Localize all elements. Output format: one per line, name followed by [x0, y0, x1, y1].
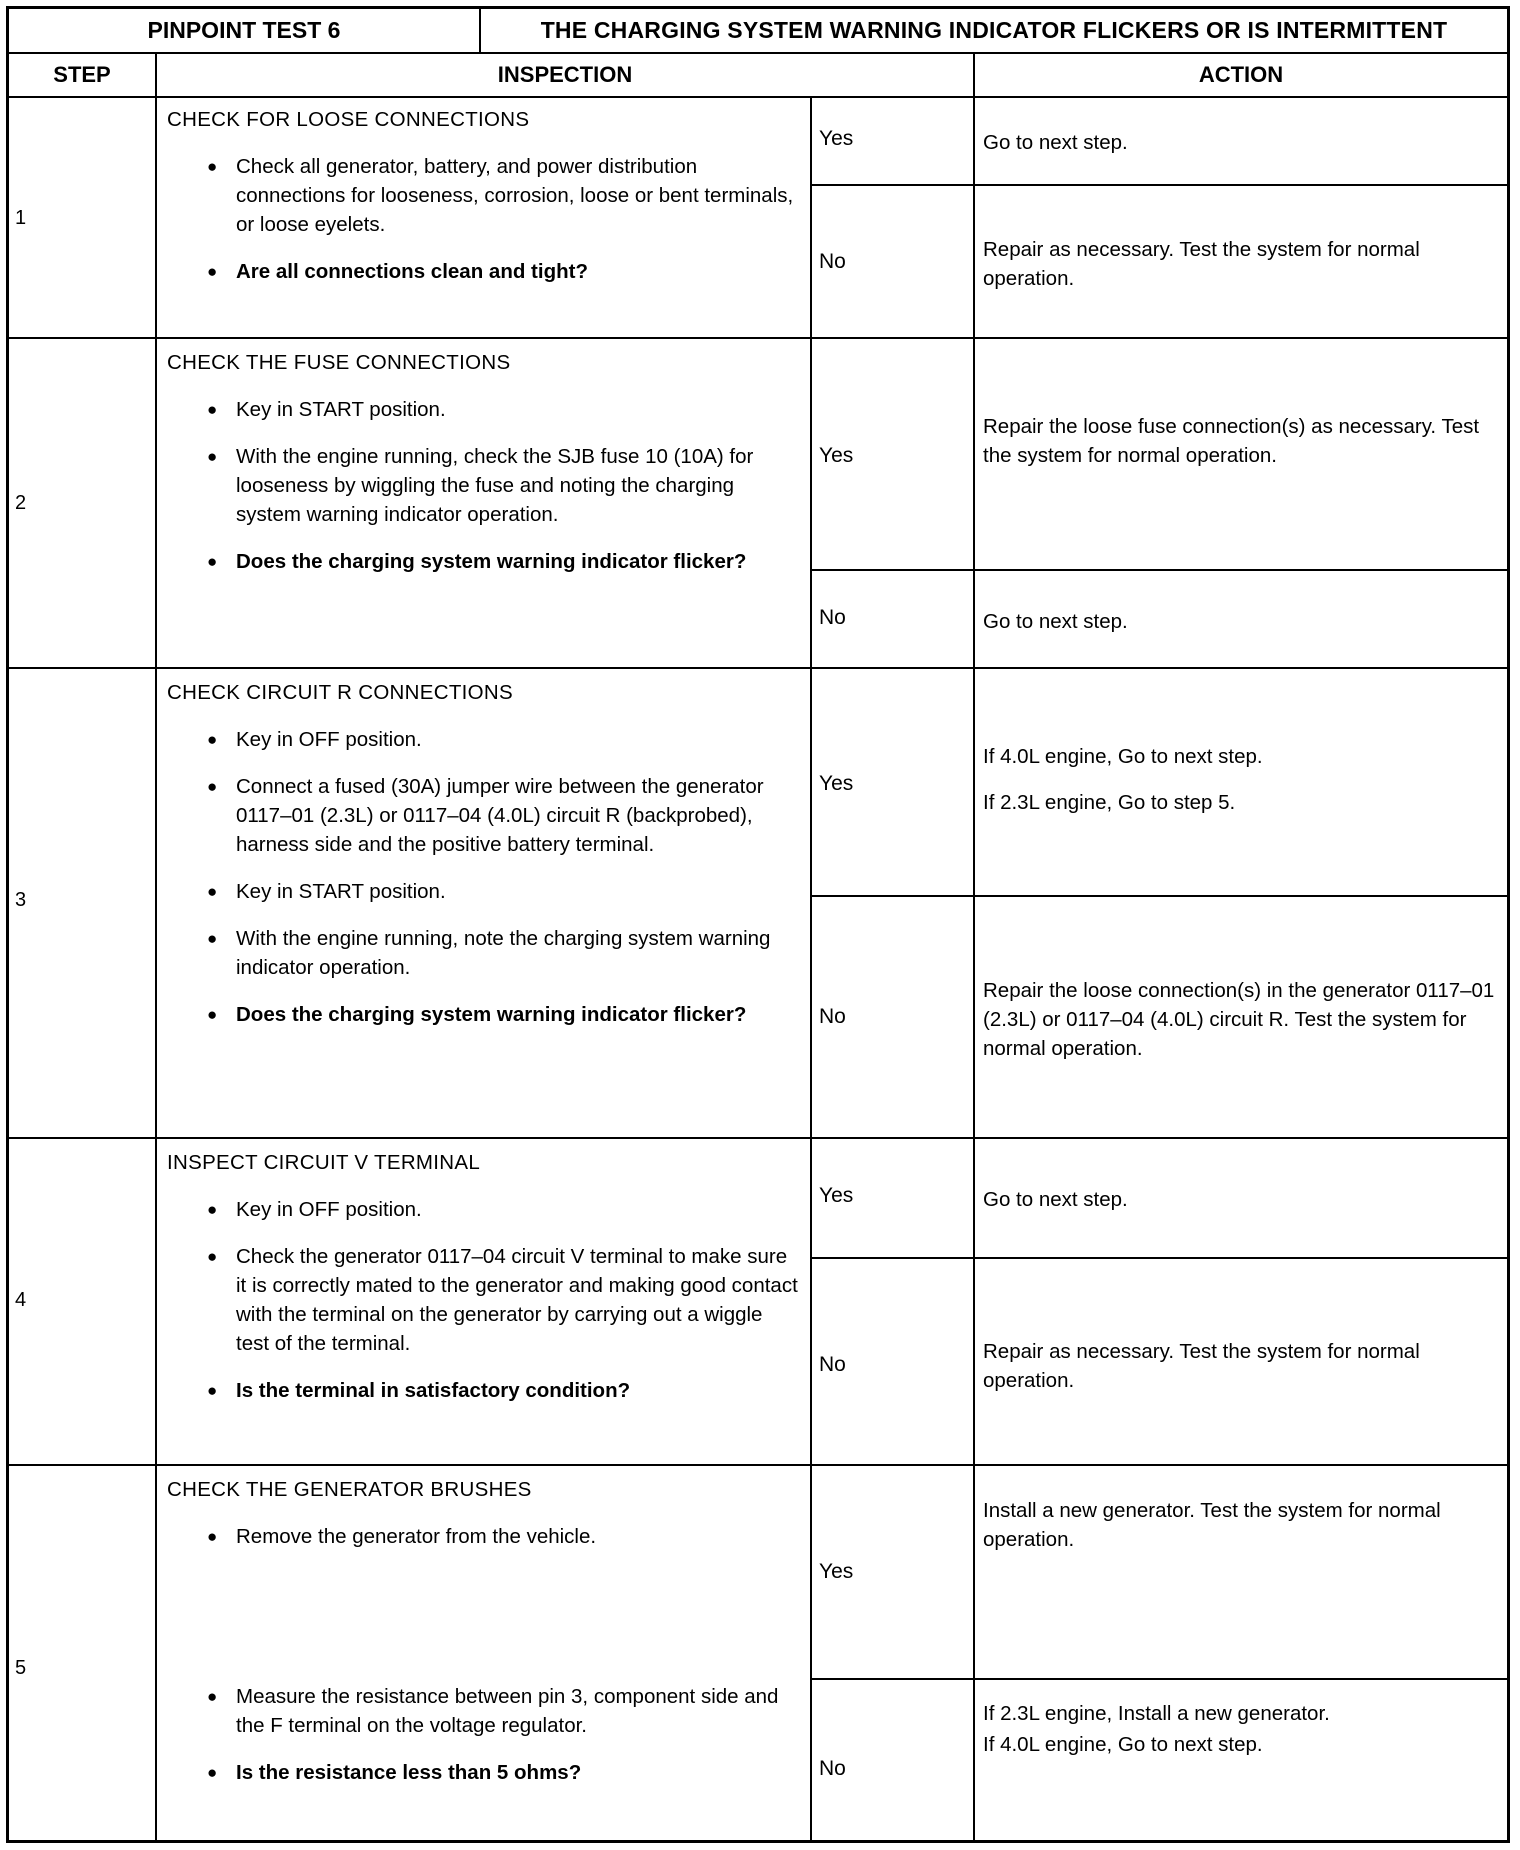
step-inspection — [161, 99, 801, 286]
yes-no-divider — [810, 895, 1507, 897]
step-inspection — [161, 342, 801, 576]
no-action — [983, 607, 1503, 636]
header-step: STEP — [9, 54, 157, 96]
step-inspection — [161, 1142, 801, 1405]
yes-label: Yes — [819, 127, 854, 150]
action-text: If 4.0L engine, Go to next step. — [983, 1733, 1263, 1756]
no-action — [983, 235, 1503, 293]
inspection-bullet: ● Key in OFF position. — [161, 1195, 801, 1224]
action-text: Repair as necessary. Test the system for normal operation. — [983, 238, 1420, 290]
yes-label: Yes — [819, 444, 854, 467]
step-number: 5 — [15, 1657, 27, 1679]
step-caption: INSPECT CIRCUIT V TERMINAL — [167, 1151, 481, 1174]
column-divider — [155, 96, 157, 1840]
inspection-bullet: ● Measure the resistance between pin 3, component side and the F terminal on the voltage regulator. — [161, 1682, 801, 1740]
yes-action — [983, 1496, 1503, 1554]
no-action — [983, 1699, 1503, 1759]
inspection-bullet: ● Key in OFF position. — [161, 725, 801, 754]
yes-action — [983, 1185, 1503, 1214]
header-inspection: INSPECTION — [157, 54, 975, 96]
inspection-bullet: ● Key in START position. — [161, 877, 801, 906]
yes-action — [983, 412, 1503, 470]
step-number: 1 — [15, 207, 27, 229]
header-action: ACTION — [1198, 62, 1284, 87]
step-inspection — [161, 1469, 801, 1787]
action-text: If 2.3L engine, Go to step 5. — [983, 791, 1236, 814]
yes-no-divider — [810, 184, 1507, 186]
step-caption: CHECK FOR LOOSE CONNECTIONS — [167, 108, 530, 131]
test-title: THE CHARGING SYSTEM WARNING INDICATOR FLICKERS OR IS INTERMITTENT — [540, 17, 1448, 43]
no-action — [983, 976, 1503, 1063]
test-number: PINPOINT TEST 6 — [9, 9, 481, 52]
inspection-question: ● Does the charging system warning indicator flicker? — [161, 547, 801, 576]
action-text: Go to next step. — [983, 610, 1128, 633]
pinpoint-test-table — [6, 6, 1510, 1843]
inspection-bullet: ● Key in START position. — [161, 395, 801, 424]
no-label: No — [819, 250, 846, 273]
column-divider — [973, 96, 975, 1840]
inspection-bullet: ● With the engine running, note the charging system warning indicator operation. — [161, 924, 801, 982]
yes-no-divider — [810, 569, 1507, 571]
action-text: Go to next step. — [983, 1188, 1128, 1211]
step-caption: CHECK THE GENERATOR BRUSHES — [167, 1478, 532, 1501]
title-row — [9, 9, 1507, 54]
column-divider — [810, 96, 812, 1840]
inspection-bullet: ● Connect a fused (30A) jumper wire between the generator 0117–01 (2.3L) or 0117–04 (4.0L) circuit R (backprobed), harness side and the positive battery terminal. — [161, 772, 801, 859]
step-number: 3 — [15, 889, 27, 911]
no-action — [983, 1337, 1503, 1395]
inspection-bullet: ● Check the generator 0117–04 circuit V terminal to make sure it is correctly mated to the generator and making good contact with the terminal on the generator by carrying out a wiggle test of the terminal. — [161, 1242, 801, 1358]
yes-no-divider — [810, 1257, 1507, 1259]
action-text: Repair as necessary. Test the system for normal operation. — [983, 1340, 1420, 1392]
yes-action — [983, 742, 1503, 817]
inspection-question: ● Is the terminal in satisfactory condition? — [161, 1376, 801, 1405]
no-label: No — [819, 1757, 846, 1780]
inspection-question: ● Is the resistance less than 5 ohms? — [161, 1758, 801, 1787]
row-divider — [9, 337, 1507, 339]
inspection-bullet: ● Check all generator, battery, and power distribution connections for looseness, corrosion, loose or bent terminals, or loose eyelets. — [161, 152, 801, 239]
action-text: Repair the loose fuse connection(s) as necessary. Test the system for normal operation. — [983, 415, 1480, 467]
inspection-bullet: ● With the engine running, check the SJB fuse 10 (10A) for looseness by wiggling the fuse and noting the charging system warning indicator operation. — [161, 442, 801, 529]
inspection-question: ● Are all connections clean and tight? — [161, 257, 801, 286]
step-caption: CHECK THE FUSE CONNECTIONS — [167, 351, 511, 374]
yes-label: Yes — [819, 772, 854, 795]
column-header-row — [9, 54, 1507, 98]
row-divider — [9, 667, 1507, 669]
action-text: Repair the loose connection(s) in the generator 0117–01 (2.3L) or 0117–04 (4.0L) circuit R. Test the system for normal operation. — [983, 979, 1495, 1060]
no-label: No — [819, 1353, 846, 1376]
inspection-bullet: ● Remove the generator from the vehicle. — [161, 1522, 801, 1551]
action-text: Go to next step. — [983, 131, 1128, 154]
no-label: No — [819, 1005, 846, 1028]
step-inspection — [161, 672, 801, 1029]
action-text: Install a new generator. Test the system for normal operation. — [983, 1499, 1441, 1551]
row-divider — [9, 1137, 1507, 1139]
step-number: 2 — [15, 492, 27, 514]
row-divider — [9, 1464, 1507, 1466]
yes-label: Yes — [819, 1184, 854, 1207]
action-text: If 2.3L engine, Install a new generator. — [983, 1702, 1330, 1725]
no-label: No — [819, 606, 846, 629]
step-number: 4 — [15, 1289, 27, 1311]
inspection-question: ● Does the charging system warning indicator flicker? — [161, 1000, 801, 1029]
yes-no-divider — [810, 1678, 1507, 1680]
action-text: If 4.0L engine, Go to next step. — [983, 745, 1263, 768]
yes-label: Yes — [819, 1560, 854, 1583]
step-caption: CHECK CIRCUIT R CONNECTIONS — [167, 681, 513, 704]
yes-action — [983, 128, 1503, 157]
